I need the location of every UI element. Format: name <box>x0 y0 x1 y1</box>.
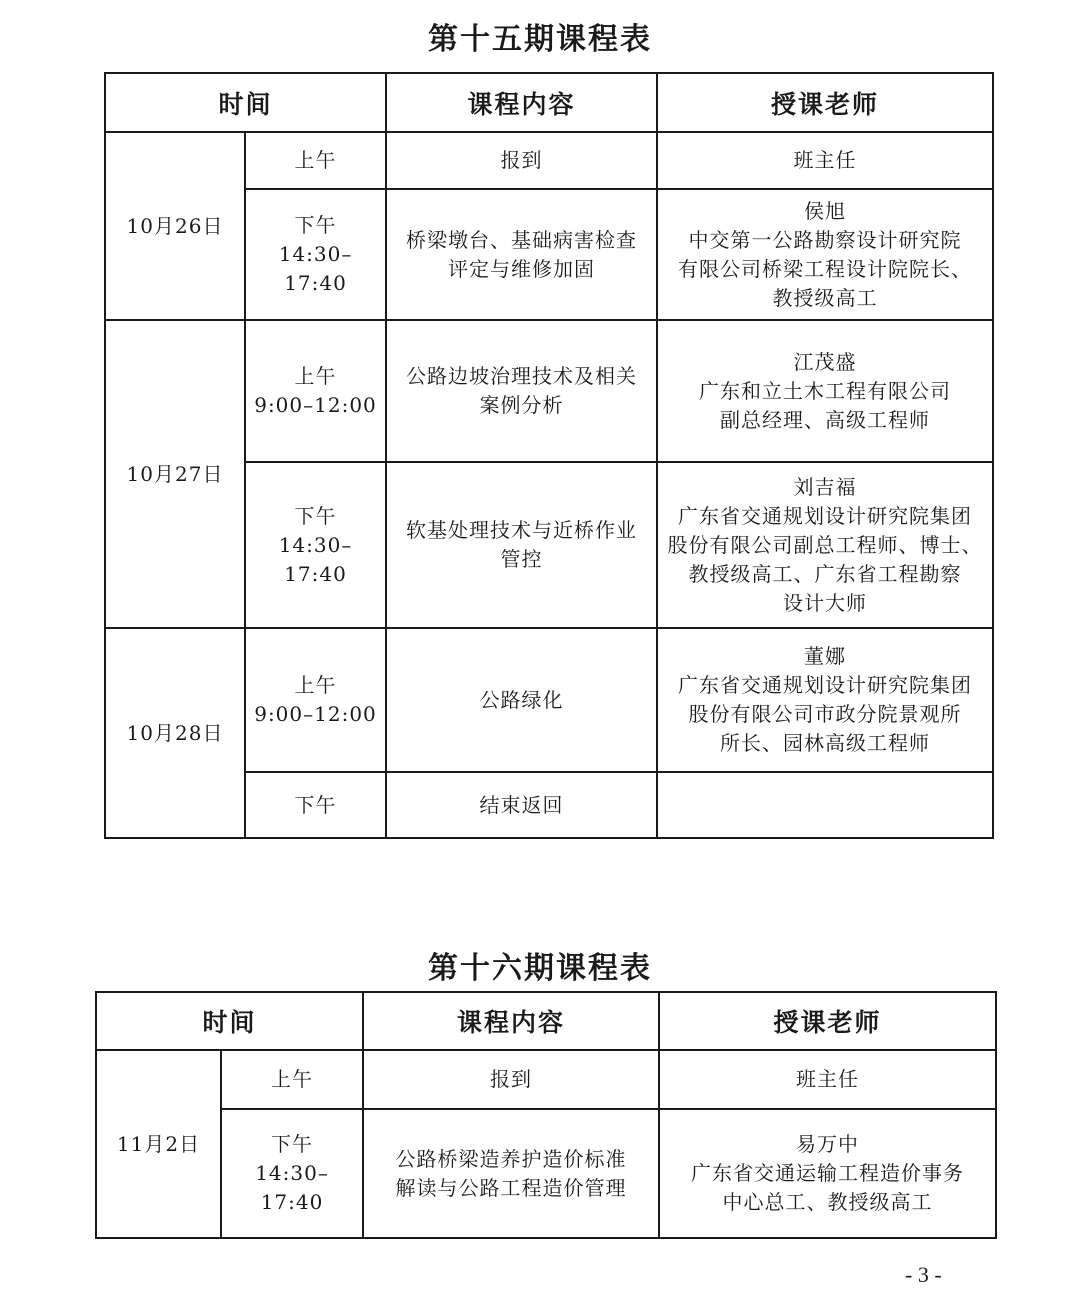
content-cell: 软基处理技术与近桥作业 管控 <box>386 462 657 628</box>
schedule-table <box>104 72 994 839</box>
content-cell: 报到 <box>386 132 657 189</box>
header-teacher: 授课老师 <box>657 73 993 132</box>
header-time: 时间 <box>96 992 363 1050</box>
teacher-cell: 刘吉福 广东省交通规划设计研究院集团 股份有限公司副总工程师、博士、 教授级高工、广东省工程勘察 设计大师 <box>657 462 993 628</box>
table-row <box>105 628 993 772</box>
header-teacher: 授课老师 <box>659 992 996 1050</box>
table-row <box>96 1050 996 1109</box>
period-cell: 上午 9:00–12:00 <box>245 320 386 462</box>
date-cell: 11月2日 <box>96 1050 221 1238</box>
period-cell: 上午 <box>245 132 386 189</box>
header-row <box>105 73 993 132</box>
date-cell: 10月28日 <box>105 628 245 838</box>
table-row <box>105 132 993 189</box>
teacher-cell: 班主任 <box>659 1050 996 1109</box>
header-row <box>96 992 996 1050</box>
schedule-title: 第十五期课程表 <box>428 22 652 57</box>
teacher-cell: 易万中 广东省交通运输工程造价事务 中心总工、教授级高工 <box>659 1109 996 1238</box>
date-cell: 10月26日 <box>105 132 245 320</box>
content-cell: 公路桥梁造养护造价标准 解读与公路工程造价管理 <box>363 1109 659 1238</box>
header-content: 课程内容 <box>386 73 657 132</box>
content-cell: 公路绿化 <box>386 628 657 772</box>
period-cell: 下午 <box>245 772 386 838</box>
period-cell: 上午 <box>221 1050 363 1109</box>
schedule-table <box>95 991 997 1239</box>
content-cell: 公路边坡治理技术及相关 案例分析 <box>386 320 657 462</box>
table-row <box>96 1109 996 1238</box>
table-row <box>105 320 993 462</box>
teacher-cell: 侯旭 中交第一公路勘察设计研究院 有限公司桥梁工程设计院院长、 教授级高工 <box>657 189 993 320</box>
date-cell: 10月27日 <box>105 320 245 628</box>
teacher-cell: 董娜 广东省交通规划设计研究院集团 股份有限公司市政分院景观所 所长、园林高级工程师 <box>657 628 993 772</box>
teacher-cell: 班主任 <box>657 132 993 189</box>
teacher-cell <box>657 772 993 838</box>
content-cell: 桥梁墩台、基础病害检查 评定与维修加固 <box>386 189 657 320</box>
period-cell: 上午 9:00–12:00 <box>245 628 386 772</box>
header-time: 时间 <box>105 73 386 132</box>
period-cell: 下午 14:30–17:40 <box>245 462 386 628</box>
schedule-title: 第十六期课程表 <box>428 951 652 986</box>
content-cell: 结束返回 <box>386 772 657 838</box>
header-content: 课程内容 <box>363 992 659 1050</box>
period-cell: 下午 14:30–17:40 <box>221 1109 363 1238</box>
content-cell: 报到 <box>363 1050 659 1109</box>
period-cell: 下午 14:30–17:40 <box>245 189 386 320</box>
page-number: - 3 - <box>905 1262 942 1287</box>
teacher-cell: 江茂盛 广东和立土木工程有限公司 副总经理、高级工程师 <box>657 320 993 462</box>
